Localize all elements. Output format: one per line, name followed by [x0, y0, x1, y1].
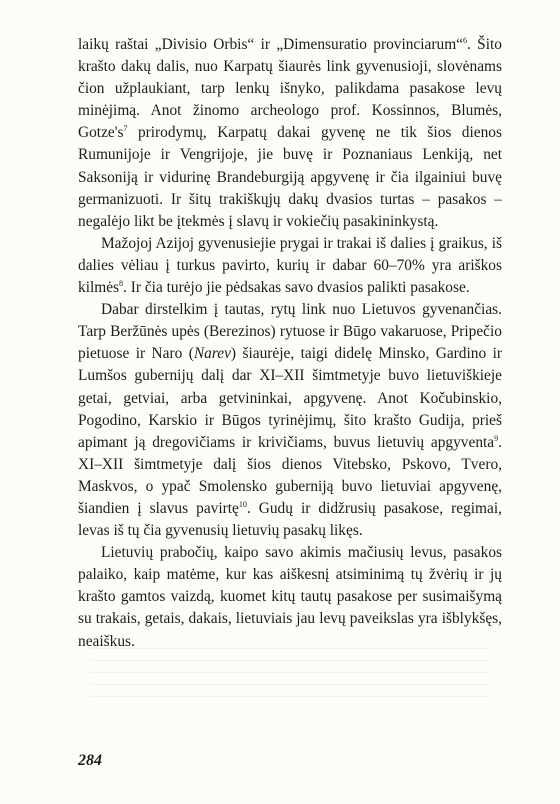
paragraph: [78, 34, 502, 233]
paragraph: [78, 299, 502, 542]
text-run: . Šito krašto dakų dalis, nuo Karpatų šiaurės link gyvenusioji, slovėnams čion užplaukiant, tarp lenkų išnyko, palikdama pasakose levų minėjimą. Anot žinomo archeologo prof. Kossinnos, Blumės, Gotze's: [78, 36, 502, 142]
body-text: [78, 34, 502, 653]
paragraph: [78, 542, 502, 652]
paragraph: [78, 233, 502, 299]
text-run: . Ir čia turėjo jie pėdsakas savo dvasios palikti pasakose.: [123, 279, 470, 297]
text-run: Dabar dirstelkim į tautas, rytų link nuo Lietuvos gyvenančias. Tarp Beržūnės upės (Berezinos) rytuose ir Būgo vakaruose, Pripečio pietuose ir Naro (: [78, 301, 502, 363]
text-run: . XI–XII šimtmetyje dalį šios dienos Vitebsko, Pskovo, Tvero, Maskvos, o ypač Smolensko guberniją buvo lietuviai apgyvenę, šiandien į slavus pavirtę: [78, 433, 502, 517]
text-run: prirodymų, Karpatų dakai gyvenę ne tik šios dienos Rumunijoje ir Vengrijoje, jie buvę ir Poznaniaus Lenkiją, net Saksoniją ir vidurinę Brandeburgiją apgyvenę ir čia ilgainiui buvę germanizuoti. Ir šitų trakiškųjų dakų dvasios turtas – pasakos – negalėjo likt be įtekmės į slavų ir vokiečių pasakininkystą.: [78, 124, 502, 230]
text-run: Mažojoj Azijoj gyvenusiejie prygai ir trakai iš dalies į graikus, iš dalies vėliau į turkus pavirto, kurių ir dabar 60–70% yra ariškos kilmės: [78, 234, 502, 297]
footnote-marker: 10: [238, 499, 247, 509]
footnote-marker: 7: [123, 124, 128, 134]
bleed-through-text: [90, 648, 490, 698]
italic-term: Narev: [193, 345, 231, 363]
text-run: Lietuvių prabočių, kaipo savo akimis mačiusių levus, pasakos palaiko, kaip matėme, kur kas aiškesnį atsiminimą tų žvėrių ir jų krašto gamtos vaizdą, kuomet kitų tautų pasakose per susimaišymą su trakais, getais, dakais, lietuviais jau levų paveikslas yra išblykšęs, neaiškus.: [78, 544, 502, 650]
footnote-marker: 6: [463, 35, 467, 45]
text-run: ) šiaurėje, taigi didelę Minsko, Gardino ir Lumšos gubernijų dalį dar XI–XII šimtmetyje buvo lietuviškieje getai, getviai, arba getvininkai, apgyvenę. Anot Kočubinskio, Pogodino, Karskio ir Būgos tyrinėjimų, šito krašto Gudija, prieš apimant ją dregovičiams ir krivičiams, buvus lietuvių apgyventa: [78, 345, 502, 451]
footnote-marker: 8: [119, 278, 124, 288]
text-run: . Gudų ir didžrusių pasakose, regimai, levas iš tų čia gyvenusių lietuvių pasakų likęs.: [78, 499, 502, 540]
page-number: 284: [78, 752, 102, 769]
text-run: laikų raštai „Divisio Orbis“ ir „Dimensuratio provinciarum“: [78, 36, 463, 53]
footnote-marker: 9: [494, 433, 499, 443]
